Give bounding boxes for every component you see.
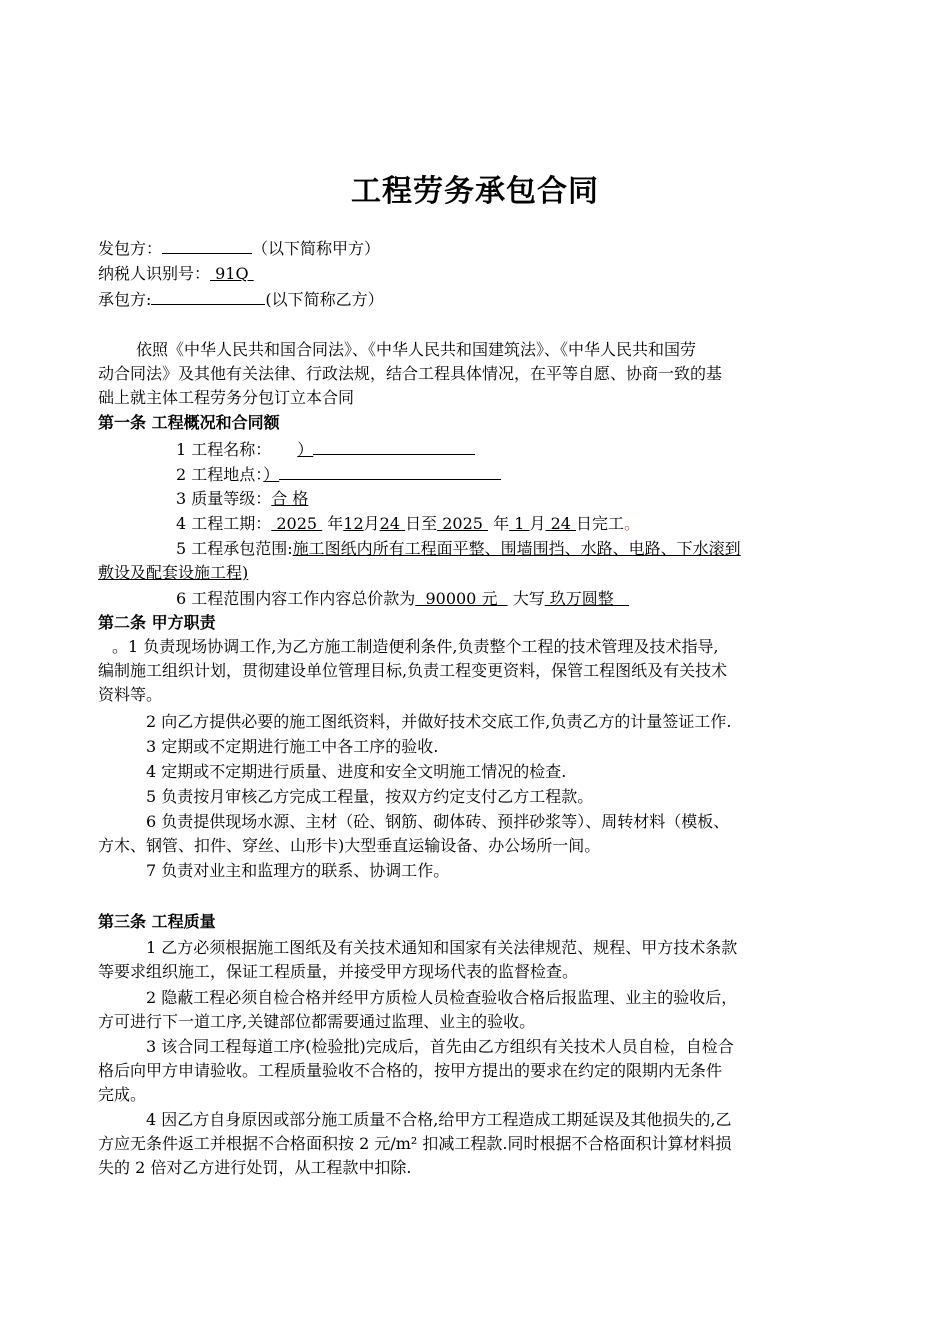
article-1-heading: 第一条 工程概况和合同额 (98, 413, 280, 432)
project-name-label: 1 工程名称： (176, 440, 272, 459)
start-year-char: 年 (327, 514, 344, 533)
a2-item-1-line-1: 。1 负责现场协调工作,为乙方施工制造便利条件,负责整个工程的技术管理及技术指导, (112, 637, 719, 656)
a3-item-3-line-3: 完成。 (98, 1085, 147, 1104)
a3-item-4-line-1: 4 因乙方自身原因或部分施工质量不合格,给甲方工程造成工期延误及其他损失的,乙 (146, 1110, 732, 1129)
party-a-line (98, 236, 852, 261)
end-month-char: 月 (529, 514, 546, 533)
start-month: 12 (343, 514, 364, 533)
party-b-label: 承包方: (98, 290, 152, 309)
party-a-blank (162, 236, 252, 254)
project-site-blank (279, 462, 501, 480)
article-3-heading: 第三条 工程质量 (98, 912, 216, 931)
party-a-label: 发包方： (98, 239, 163, 258)
a3-item-4-line-3: 失的 2 倍对乙方进行处罚，从工程款中扣除. (98, 1158, 412, 1177)
price-words-value: 玖万圆整 (544, 589, 630, 608)
scope-line-1 (98, 537, 852, 561)
tax-id-line (98, 262, 852, 286)
quality-grade-value: 合 格 (271, 489, 309, 508)
intro-line-3: 础上就主体工程劳务分包订立本合同 (98, 388, 355, 407)
scope-value-1: 施工图纸内所有工程面平整、围墙围挡、水路、电路、下水滚到 (292, 539, 741, 558)
project-name-value: ） (297, 440, 314, 459)
document-title: 工程劳务承包合同 (351, 174, 599, 209)
scope-value-2: 敷设及配套设施工程) (98, 563, 249, 582)
a2-item-7: 7 负责对业主和监理方的联系、协调工作。 (146, 861, 450, 880)
party-b-suffix: (以下简称乙方） (265, 290, 384, 309)
start-month-char: 月 (363, 514, 380, 533)
article-2-heading: 第二条 甲方职责 (98, 613, 216, 632)
intro-line-1: 依照《中华人民共和国合同法》、《中华人民共和国建筑法》、《中华人民共和国劳 (136, 340, 697, 359)
end-day-text: 日完工 (576, 514, 625, 533)
end-year-char: 年 (493, 514, 510, 533)
start-day: 24 (379, 514, 406, 533)
party-b-blank (151, 287, 265, 305)
tax-id-value: 91Q (210, 264, 254, 283)
a3-item-2-line-2: 方可进行下一道工序,关键部位都需要通过监理、业主的验收。 (98, 1012, 536, 1031)
a3-item-1-line-2: 等要求组织施工，保证工程质量，并接受甲方现场代表的监督检查。 (98, 962, 579, 981)
period-dot: 。 (624, 514, 641, 533)
project-site-value: ） (263, 465, 280, 484)
total-price-line (98, 587, 930, 611)
price-value: 90000 元 (415, 589, 508, 608)
period-label: 4 工程工期： (176, 514, 272, 533)
a2-item-1-line-3: 资料等。 (98, 685, 163, 704)
tax-id-label: 纳税人识别号： (98, 264, 211, 283)
party-b-line (98, 287, 852, 312)
project-site-line (98, 462, 930, 487)
a3-item-3-line-2: 格后向甲方申请验收。工程质量验收不合格的，按甲方提出的要求在约定的限期内无条件 (98, 1061, 723, 1080)
project-name-line (98, 437, 930, 462)
party-a-suffix: （以下简称甲方） (252, 239, 381, 258)
a2-item-4: 4 定期或不定期进行质量、进度和安全文明施工情况的检查. (146, 762, 567, 781)
price-words-label: 大写 (507, 589, 545, 608)
project-name-blank (313, 437, 475, 455)
scope-line-2 (98, 561, 852, 585)
intro-line-2: 动合同法》及其他有关法律、行政法规，结合工程具体情况，在平等自愿、协商一致的基 (98, 364, 723, 383)
start-day-text: 日至 (405, 514, 438, 533)
a3-item-1-line-1: 1 乙方必须根据施工图纸及有关技术通知和国家有关法律规范、规程、甲方技术条款 (146, 938, 738, 957)
quality-grade-label: 3 质量等级： (176, 489, 272, 508)
end-year: 2025 (437, 514, 489, 533)
scope-label: 5 工程承包范围: (176, 539, 293, 558)
a3-item-4-line-2: 方应无条件返工并根据不合格面积按 2 元/m² 扣减工程款.同时根据不合格面积计算材料损 (98, 1134, 732, 1153)
end-day: 24 (545, 514, 577, 533)
a3-item-2-line-1: 2 隐蔽工程必须自检合格并经甲方质检人员检查验收合格后报监理、业主的验收后， (146, 988, 738, 1007)
a3-item-3-line-1: 3 该合同工程每道工序(检验批)完成后，首先由乙方组织有关技术人员自检，自检合 (146, 1037, 734, 1056)
a2-item-6-line-1: 6 负责提供现场水源、主材（砼、钢筋、砌体砖、预拌砂浆等）、周转材料（模板、 (146, 812, 730, 831)
a2-item-6-line-2: 方木、钢管、扣件、穿丝、山形卡)大型垂直运输设备、办公场所一间。 (98, 836, 601, 855)
project-period-line (98, 512, 930, 536)
start-year: 2025 (271, 514, 323, 533)
price-label: 6 工程范围内容工作内容总价款为 (176, 589, 416, 608)
end-month: 1 (509, 514, 530, 533)
quality-grade-line (98, 487, 930, 511)
a2-item-1-line-2: 编制施工组织计划，贯彻建设单位管理目标,负责工程变更资料，保管工程图纸及有关技术 (98, 661, 728, 680)
project-site-label: 2 工程地点： (176, 465, 264, 484)
a2-item-2: 2 向乙方提供必要的施工图纸资料，并做好技术交底工作,负责乙方的计量签证工作. (146, 712, 732, 731)
a2-item-5: 5 负责按月审核乙方完成工程量，按双方约定支付乙方工程款。 (146, 787, 594, 806)
a2-item-3: 3 定期或不定期进行施工中各工序的验收. (146, 737, 439, 756)
